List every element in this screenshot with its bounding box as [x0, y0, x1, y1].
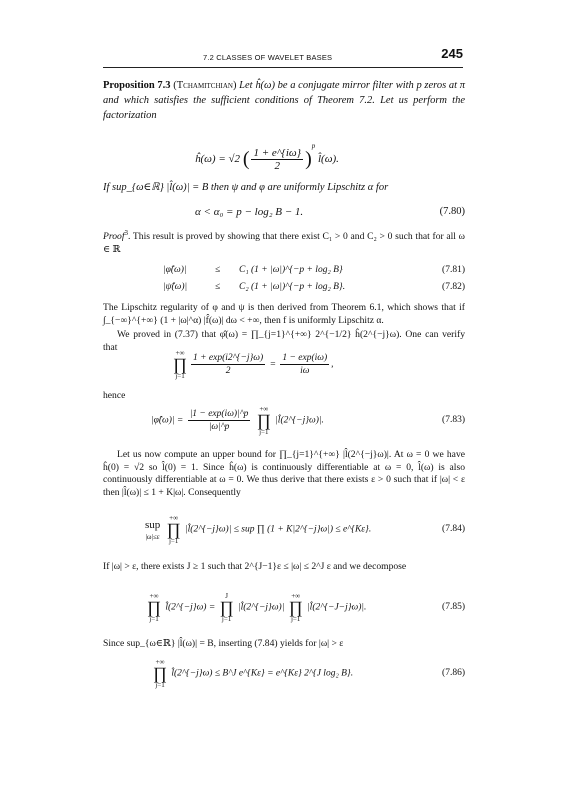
proposition-condition: If sup_{ω∈ℝ} |l̂(ω)| = B then ψ and φ are uniformly Lipschitz α for [103, 182, 389, 193]
proposition-author: Tchamitchian [176, 80, 233, 91]
hence-text: hence [103, 390, 126, 401]
equation-factorization: ĥ(ω) = √2 ( $\frac{1 + e\^{}\{i\omega\}}{2}$ )$^p$ l̂(ω). [195, 142, 339, 172]
equation-product-verify: +∞ ∏ j=1 $\frac{1 + \exp(i2\^{}\{-j\}\omega)}{2}$ = $\frac{1 - \exp(i\omega)}{i\omega}$ , [173, 349, 334, 380]
section-title: 7.2 CLASSES OF WAVELET BASES [203, 53, 333, 62]
equation-7-80: α < α₀ = p − log₂ B − 1. (7.80) [195, 206, 465, 218]
lipschitz-paragraph: The Lipschitz regularity of φ and ψ is then derived from Theorem 6.1, which shows that if ∫_{−∞}^{+∞} (1 + |ω|^α) |f̂(ω)| dω < +∞, then f is uniformly Lipschitz α. [103, 302, 465, 326]
equation-7-84: sup |ω|≤ε +∞ ∏ j=1 |l̂(2^{−j}ω)| ≤ sup ∏ (1 + K|2^{−j}ω|) ≤ e^{Kε}. (7.84) [145, 514, 465, 545]
proposition-statement: Proposition 7.3 (Tchamitchian) Let ĥ(ω) be a conjugate mirror filter with p zeros at π and which satisfies the sufficient conditions of Theorem 7.2. Let us perform the factorization [103, 80, 466, 121]
compute-paragraph: Let us now compute an upper bound for ∏_{j=1}^{+∞} |l̂(2^{−j}ω)|. At ω = 0 we have ĥ(0) = √2 so l̂(0) = 1. Since ĥ(ω) is continuously differentiable at ω = 0, l̂(ω) is also continuously differentiable at ω = 0. We thus derive that there exists ε > 0 such that if |ω| < ε then |l̂(ω)| ≤ 1 + K|ω|. Consequently [103, 449, 465, 498]
proposition-text: Let ĥ(ω) be a conjugate mirror filter with p zeros at π and which satisfies the sufficient conditions of Theorem 7.2. Let us perform the factorization [103, 80, 466, 121]
decompose-paragraph: If |ω| > ε, there exists J ≥ 1 such that 2^{J−1}ε ≤ |ω| ≤ 2^J ε and we decompose [103, 561, 407, 572]
proposition-label: Proposition 7.3 [103, 80, 171, 91]
equation-7-81: |φ̂(ω)| ≤ C₁ (1 + |ω|)^{−p + log₂ B} (7.81) [163, 265, 465, 275]
running-header [103, 45, 463, 68]
proved-paragraph: We proved in (7.37) that φ̂(ω) = ∏_{j=1}^{+∞} 2^{−1/2} ĥ(2^{−j}ω). One can verify that [103, 329, 465, 353]
equation-7-85: +∞ ∏ j=1 l̂(2^{−j}ω) = J ∏ j=1 |l̂(2^{−j}ω)| +∞ ∏ j=1 |l̂(2^{−J−j}ω)|. (7.85) [147, 592, 465, 623]
since-paragraph: Since sup_{ω∈ℝ} |l̂(ω)| = B, inserting (7.84) yields for |ω| > ε [103, 638, 344, 649]
equation-7-82: |ψ̂(ω)| ≤ C₂ (1 + |ω|)^{−p + log₂ B}. (7.82) [163, 282, 465, 292]
proof-intro: Proof$^3$. This result is proved by showing that there exist C₁ > 0 and C₂ > 0 such that for all ω ∈ ℝ [103, 228, 465, 255]
equation-7-86: +∞ ∏ j=1 l̂(2^{−j}ω) ≤ B^J e^{Kε} = e^{Kε} 2^{J log₂ B}. (7.86) [153, 658, 465, 689]
equation-number: (7.80) [439, 206, 465, 217]
equation-7-83: |φ̂(ω)| = $\frac{|1 - \exp(i\omega)|\^{}p}{|\omega|\^{}p}$ +∞ ∏ j=1 |l̂(2^{−j}ω)|. (7.83) [151, 405, 465, 436]
page-number: 245 [441, 46, 463, 61]
